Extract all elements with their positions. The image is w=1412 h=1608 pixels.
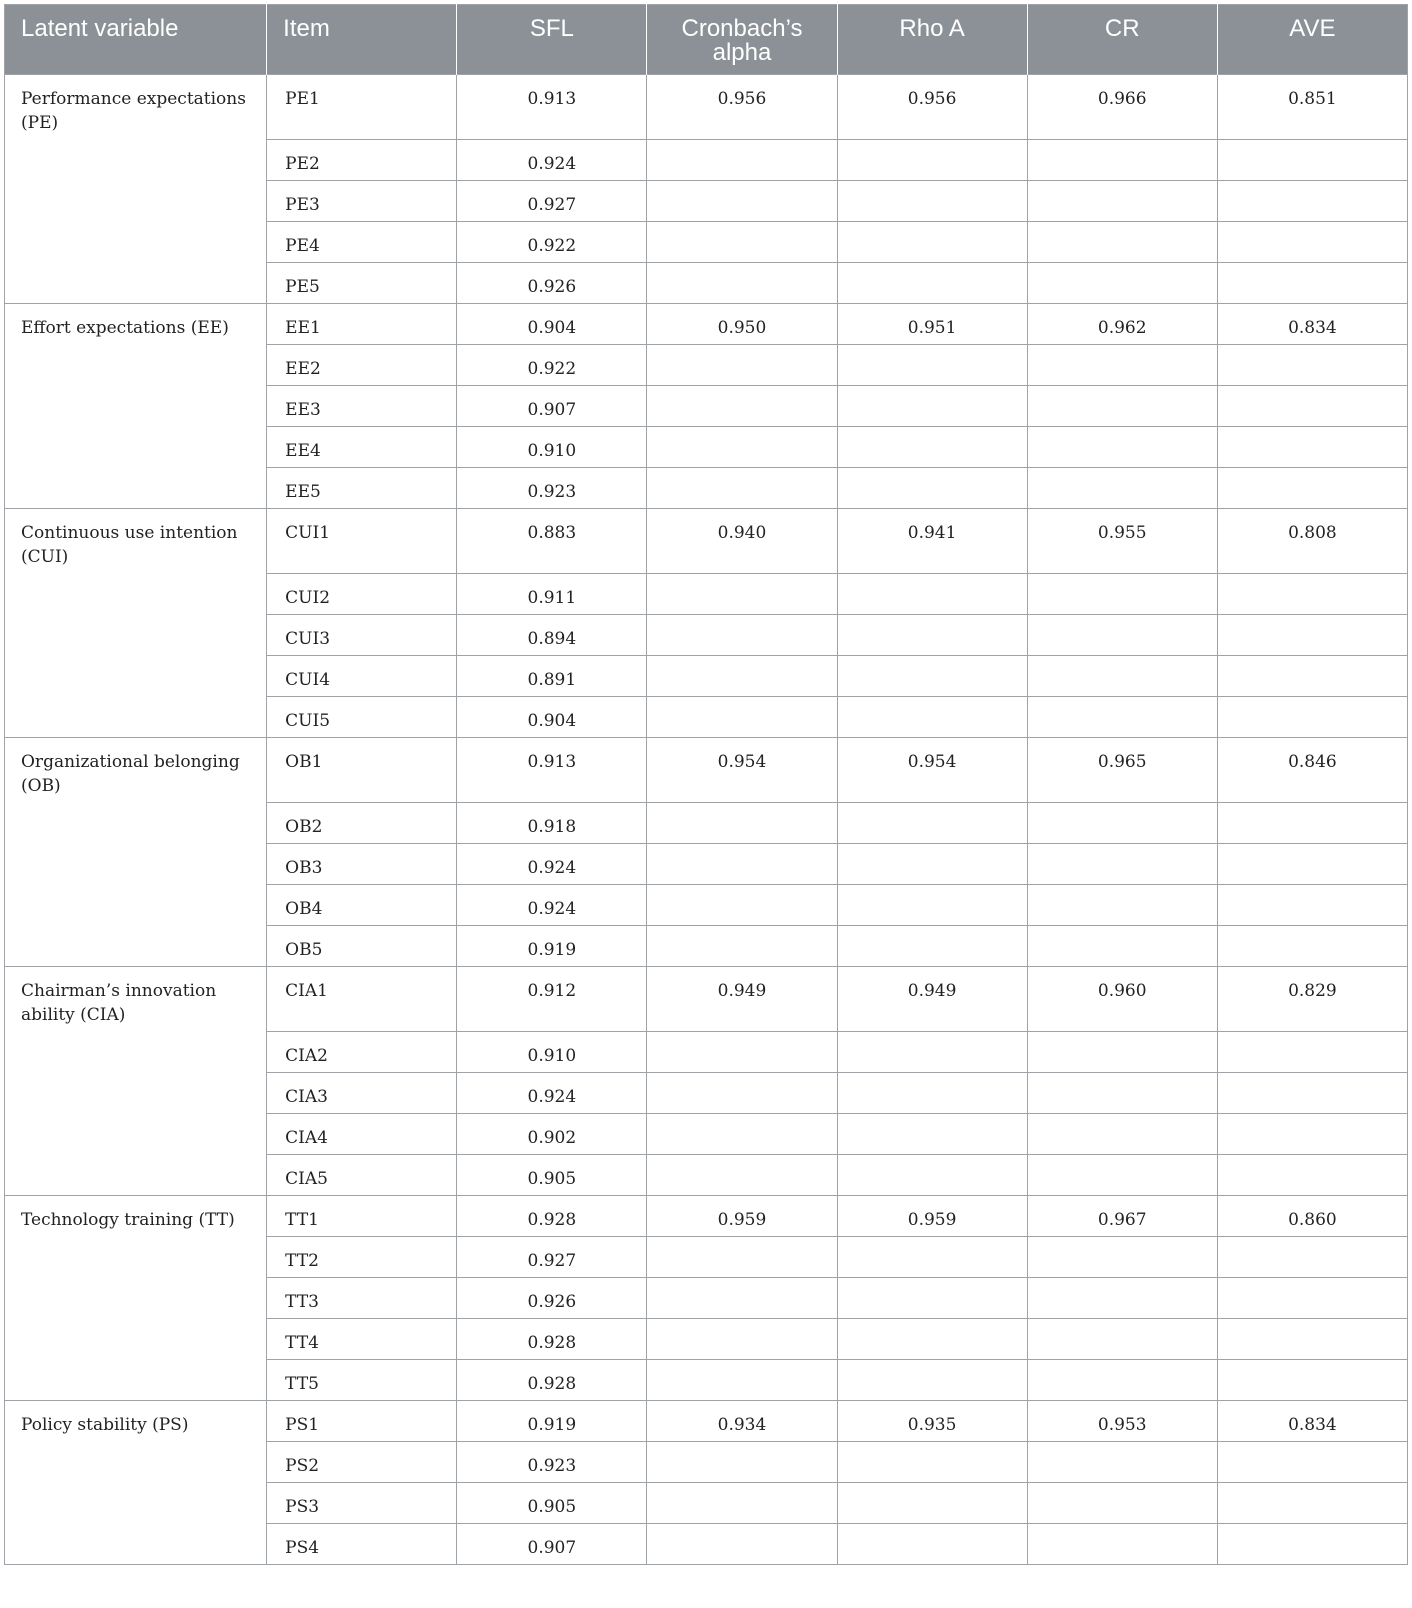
- rho-a-cell: [837, 386, 1027, 427]
- cr-cell: [1027, 574, 1217, 615]
- table-row: [5, 738, 1408, 803]
- latent-variable-cell: Technology training (TT): [5, 1196, 267, 1401]
- rho-a-cell: [837, 926, 1027, 967]
- latent-variable-cell: Performance expectations (PE): [5, 75, 267, 304]
- rho-a-cell: [837, 615, 1027, 656]
- cr-cell: [1027, 345, 1217, 386]
- table-row: [5, 967, 1408, 1032]
- ave-cell: [1217, 1237, 1407, 1278]
- rho-a-cell: [837, 885, 1027, 926]
- sfl-cell: 0.924: [457, 140, 647, 181]
- table-row: [5, 304, 1408, 345]
- ave-cell: [1217, 656, 1407, 697]
- rho-a-cell: [837, 1114, 1027, 1155]
- item-cell: EE2: [267, 345, 457, 386]
- cronbach-alpha-cell: [647, 1442, 837, 1483]
- item-cell: CUI4: [267, 656, 457, 697]
- cronbach-alpha-cell: [647, 386, 837, 427]
- cronbach-alpha-cell: [647, 885, 837, 926]
- ave-cell: [1217, 222, 1407, 263]
- ave-cell: [1217, 427, 1407, 468]
- ave-cell: [1217, 1483, 1407, 1524]
- cr-cell: [1027, 1155, 1217, 1196]
- ave-cell: 0.808: [1217, 509, 1407, 574]
- sfl-cell: 0.927: [457, 1237, 647, 1278]
- item-cell: PE2: [267, 140, 457, 181]
- ave-cell: [1217, 1278, 1407, 1319]
- sfl-cell: 0.923: [457, 468, 647, 509]
- item-cell: CUI1: [267, 509, 457, 574]
- cr-cell: [1027, 1483, 1217, 1524]
- cronbach-alpha-cell: 0.954: [647, 738, 837, 803]
- latent-variable-cell: Policy stability (PS): [5, 1401, 267, 1565]
- item-cell: OB4: [267, 885, 457, 926]
- header-sfl: SFL: [457, 5, 647, 75]
- item-cell: OB1: [267, 738, 457, 803]
- cr-cell: [1027, 1237, 1217, 1278]
- cronbach-alpha-cell: [647, 1155, 837, 1196]
- rho-a-cell: 0.941: [837, 509, 1027, 574]
- rho-a-cell: [837, 140, 1027, 181]
- cronbach-alpha-cell: [647, 656, 837, 697]
- cr-cell: [1027, 885, 1217, 926]
- cr-cell: 0.955: [1027, 509, 1217, 574]
- table-row: [5, 1196, 1408, 1237]
- item-cell: PS3: [267, 1483, 457, 1524]
- cronbach-alpha-cell: [647, 468, 837, 509]
- latent-variable-cell: Continuous use intention (CUI): [5, 509, 267, 738]
- sfl-cell: 0.883: [457, 509, 647, 574]
- item-cell: EE3: [267, 386, 457, 427]
- item-cell: PS4: [267, 1524, 457, 1565]
- rho-a-cell: [837, 427, 1027, 468]
- cr-cell: [1027, 1524, 1217, 1565]
- ave-cell: [1217, 263, 1407, 304]
- sfl-cell: 0.922: [457, 345, 647, 386]
- rho-a-cell: [837, 345, 1027, 386]
- cronbach-alpha-cell: [647, 1360, 837, 1401]
- cr-cell: [1027, 427, 1217, 468]
- rho-a-cell: 0.935: [837, 1401, 1027, 1442]
- sfl-cell: 0.904: [457, 304, 647, 345]
- rho-a-cell: [837, 1524, 1027, 1565]
- sfl-cell: 0.926: [457, 1278, 647, 1319]
- rho-a-cell: [837, 1319, 1027, 1360]
- cronbach-alpha-cell: 0.949: [647, 967, 837, 1032]
- table-header: [5, 5, 1408, 75]
- rho-a-cell: [837, 1483, 1027, 1524]
- cr-cell: 0.967: [1027, 1196, 1217, 1237]
- cr-cell: [1027, 468, 1217, 509]
- sfl-cell: 0.919: [457, 1401, 647, 1442]
- rho-a-cell: 0.956: [837, 75, 1027, 140]
- cronbach-alpha-cell: [647, 1237, 837, 1278]
- sfl-cell: 0.894: [457, 615, 647, 656]
- header-cronbach-alpha: Cronbach’s alpha: [647, 5, 837, 75]
- ave-cell: [1217, 386, 1407, 427]
- sfl-cell: 0.910: [457, 1032, 647, 1073]
- ave-cell: [1217, 181, 1407, 222]
- cronbach-alpha-cell: [647, 844, 837, 885]
- cr-cell: [1027, 926, 1217, 967]
- rho-a-cell: [837, 263, 1027, 304]
- item-cell: CUI3: [267, 615, 457, 656]
- rho-a-cell: [837, 574, 1027, 615]
- ave-cell: [1217, 926, 1407, 967]
- item-cell: CIA2: [267, 1032, 457, 1073]
- item-cell: TT5: [267, 1360, 457, 1401]
- item-cell: OB2: [267, 803, 457, 844]
- rho-a-cell: 0.959: [837, 1196, 1027, 1237]
- rho-a-cell: [837, 222, 1027, 263]
- item-cell: TT1: [267, 1196, 457, 1237]
- cronbach-alpha-cell: [647, 1319, 837, 1360]
- sfl-cell: 0.912: [457, 967, 647, 1032]
- cronbach-alpha-cell: [647, 574, 837, 615]
- ave-cell: [1217, 1319, 1407, 1360]
- cr-cell: [1027, 1360, 1217, 1401]
- cr-cell: [1027, 386, 1217, 427]
- rho-a-cell: [837, 1155, 1027, 1196]
- sfl-cell: 0.928: [457, 1196, 647, 1237]
- cronbach-alpha-cell: [647, 140, 837, 181]
- cr-cell: [1027, 697, 1217, 738]
- ave-cell: [1217, 803, 1407, 844]
- cronbach-alpha-cell: 0.934: [647, 1401, 837, 1442]
- cronbach-alpha-cell: [647, 1483, 837, 1524]
- sfl-cell: 0.924: [457, 844, 647, 885]
- rho-a-cell: [837, 1073, 1027, 1114]
- item-cell: PE3: [267, 181, 457, 222]
- cr-cell: [1027, 1442, 1217, 1483]
- rho-a-cell: [837, 1278, 1027, 1319]
- sfl-cell: 0.924: [457, 885, 647, 926]
- cronbach-alpha-cell: [647, 926, 837, 967]
- cronbach-alpha-cell: [647, 345, 837, 386]
- ave-cell: 0.860: [1217, 1196, 1407, 1237]
- header-item: Item: [267, 5, 457, 75]
- header-latent-variable: Latent variable: [5, 5, 267, 75]
- table-row: [5, 1401, 1408, 1442]
- ave-cell: 0.829: [1217, 967, 1407, 1032]
- latent-variable-cell: Effort expectations (EE): [5, 304, 267, 509]
- cronbach-alpha-cell: [647, 615, 837, 656]
- sfl-cell: 0.919: [457, 926, 647, 967]
- sfl-cell: 0.904: [457, 697, 647, 738]
- cr-cell: [1027, 615, 1217, 656]
- sfl-cell: 0.928: [457, 1319, 647, 1360]
- cronbach-alpha-cell: 0.956: [647, 75, 837, 140]
- rho-a-cell: [837, 844, 1027, 885]
- item-cell: PE1: [267, 75, 457, 140]
- sfl-cell: 0.913: [457, 738, 647, 803]
- sfl-cell: 0.922: [457, 222, 647, 263]
- item-cell: CUI5: [267, 697, 457, 738]
- item-cell: CIA4: [267, 1114, 457, 1155]
- item-cell: CIA5: [267, 1155, 457, 1196]
- table-body: [5, 75, 1408, 1565]
- table-row: [5, 509, 1408, 574]
- ave-cell: [1217, 1032, 1407, 1073]
- sfl-cell: 0.913: [457, 75, 647, 140]
- sfl-cell: 0.923: [457, 1442, 647, 1483]
- cr-cell: [1027, 263, 1217, 304]
- cronbach-alpha-cell: 0.940: [647, 509, 837, 574]
- cronbach-alpha-cell: [647, 181, 837, 222]
- rho-a-cell: 0.951: [837, 304, 1027, 345]
- sfl-cell: 0.918: [457, 803, 647, 844]
- item-cell: OB5: [267, 926, 457, 967]
- cronbach-alpha-cell: 0.950: [647, 304, 837, 345]
- cronbach-alpha-cell: [647, 263, 837, 304]
- item-cell: CUI2: [267, 574, 457, 615]
- cr-cell: 0.960: [1027, 967, 1217, 1032]
- sfl-cell: 0.905: [457, 1483, 647, 1524]
- sfl-cell: 0.926: [457, 263, 647, 304]
- item-cell: CIA3: [267, 1073, 457, 1114]
- cronbach-alpha-cell: [647, 697, 837, 738]
- reliability-table: [4, 4, 1408, 1565]
- item-cell: PE5: [267, 263, 457, 304]
- cronbach-alpha-cell: [647, 1032, 837, 1073]
- latent-variable-cell: Chairman’s innovation ability (CIA): [5, 967, 267, 1196]
- sfl-cell: 0.924: [457, 1073, 647, 1114]
- cronbach-alpha-cell: [647, 1114, 837, 1155]
- cr-cell: [1027, 1073, 1217, 1114]
- cronbach-alpha-cell: [647, 427, 837, 468]
- ave-cell: 0.846: [1217, 738, 1407, 803]
- cronbach-alpha-cell: [647, 1524, 837, 1565]
- ave-cell: [1217, 140, 1407, 181]
- cr-cell: [1027, 803, 1217, 844]
- cr-cell: [1027, 1278, 1217, 1319]
- ave-cell: 0.834: [1217, 1401, 1407, 1442]
- table-container: [4, 4, 1408, 1565]
- ave-cell: [1217, 1073, 1407, 1114]
- cr-cell: 0.953: [1027, 1401, 1217, 1442]
- sfl-cell: 0.911: [457, 574, 647, 615]
- item-cell: PE4: [267, 222, 457, 263]
- ave-cell: [1217, 1524, 1407, 1565]
- item-cell: TT4: [267, 1319, 457, 1360]
- sfl-cell: 0.907: [457, 386, 647, 427]
- item-cell: TT3: [267, 1278, 457, 1319]
- sfl-cell: 0.902: [457, 1114, 647, 1155]
- item-cell: PS2: [267, 1442, 457, 1483]
- sfl-cell: 0.927: [457, 181, 647, 222]
- ave-cell: 0.834: [1217, 304, 1407, 345]
- cr-cell: 0.965: [1027, 738, 1217, 803]
- rho-a-cell: [837, 1032, 1027, 1073]
- ave-cell: [1217, 697, 1407, 738]
- ave-cell: 0.851: [1217, 75, 1407, 140]
- cronbach-alpha-cell: 0.959: [647, 1196, 837, 1237]
- table-row: [5, 75, 1408, 140]
- cronbach-alpha-cell: [647, 222, 837, 263]
- cr-cell: [1027, 1319, 1217, 1360]
- item-cell: EE4: [267, 427, 457, 468]
- item-cell: PS1: [267, 1401, 457, 1442]
- sfl-cell: 0.905: [457, 1155, 647, 1196]
- ave-cell: [1217, 1155, 1407, 1196]
- cr-cell: 0.962: [1027, 304, 1217, 345]
- cr-cell: [1027, 656, 1217, 697]
- rho-a-cell: 0.954: [837, 738, 1027, 803]
- item-cell: TT2: [267, 1237, 457, 1278]
- sfl-cell: 0.910: [457, 427, 647, 468]
- item-cell: EE1: [267, 304, 457, 345]
- rho-a-cell: [837, 1442, 1027, 1483]
- rho-a-cell: [837, 181, 1027, 222]
- rho-a-cell: [837, 1237, 1027, 1278]
- sfl-cell: 0.928: [457, 1360, 647, 1401]
- rho-a-cell: 0.949: [837, 967, 1027, 1032]
- header-cr: CR: [1027, 5, 1217, 75]
- ave-cell: [1217, 1114, 1407, 1155]
- sfl-cell: 0.891: [457, 656, 647, 697]
- cronbach-alpha-cell: [647, 1278, 837, 1319]
- ave-cell: [1217, 844, 1407, 885]
- cronbach-alpha-cell: [647, 1073, 837, 1114]
- rho-a-cell: [837, 468, 1027, 509]
- ave-cell: [1217, 468, 1407, 509]
- ave-cell: [1217, 1442, 1407, 1483]
- latent-variable-cell: Organizational belonging (OB): [5, 738, 267, 967]
- rho-a-cell: [837, 697, 1027, 738]
- rho-a-cell: [837, 803, 1027, 844]
- cr-cell: [1027, 222, 1217, 263]
- sfl-cell: 0.907: [457, 1524, 647, 1565]
- cronbach-alpha-cell: [647, 803, 837, 844]
- cr-cell: [1027, 844, 1217, 885]
- ave-cell: [1217, 1360, 1407, 1401]
- header-ave: AVE: [1217, 5, 1407, 75]
- cr-cell: 0.966: [1027, 75, 1217, 140]
- cr-cell: [1027, 1032, 1217, 1073]
- ave-cell: [1217, 574, 1407, 615]
- ave-cell: [1217, 615, 1407, 656]
- cr-cell: [1027, 140, 1217, 181]
- header-row: [5, 5, 1408, 75]
- cr-cell: [1027, 1114, 1217, 1155]
- header-rho-a: Rho A: [837, 5, 1027, 75]
- rho-a-cell: [837, 1360, 1027, 1401]
- item-cell: CIA1: [267, 967, 457, 1032]
- ave-cell: [1217, 885, 1407, 926]
- item-cell: OB3: [267, 844, 457, 885]
- ave-cell: [1217, 345, 1407, 386]
- item-cell: EE5: [267, 468, 457, 509]
- rho-a-cell: [837, 656, 1027, 697]
- cr-cell: [1027, 181, 1217, 222]
